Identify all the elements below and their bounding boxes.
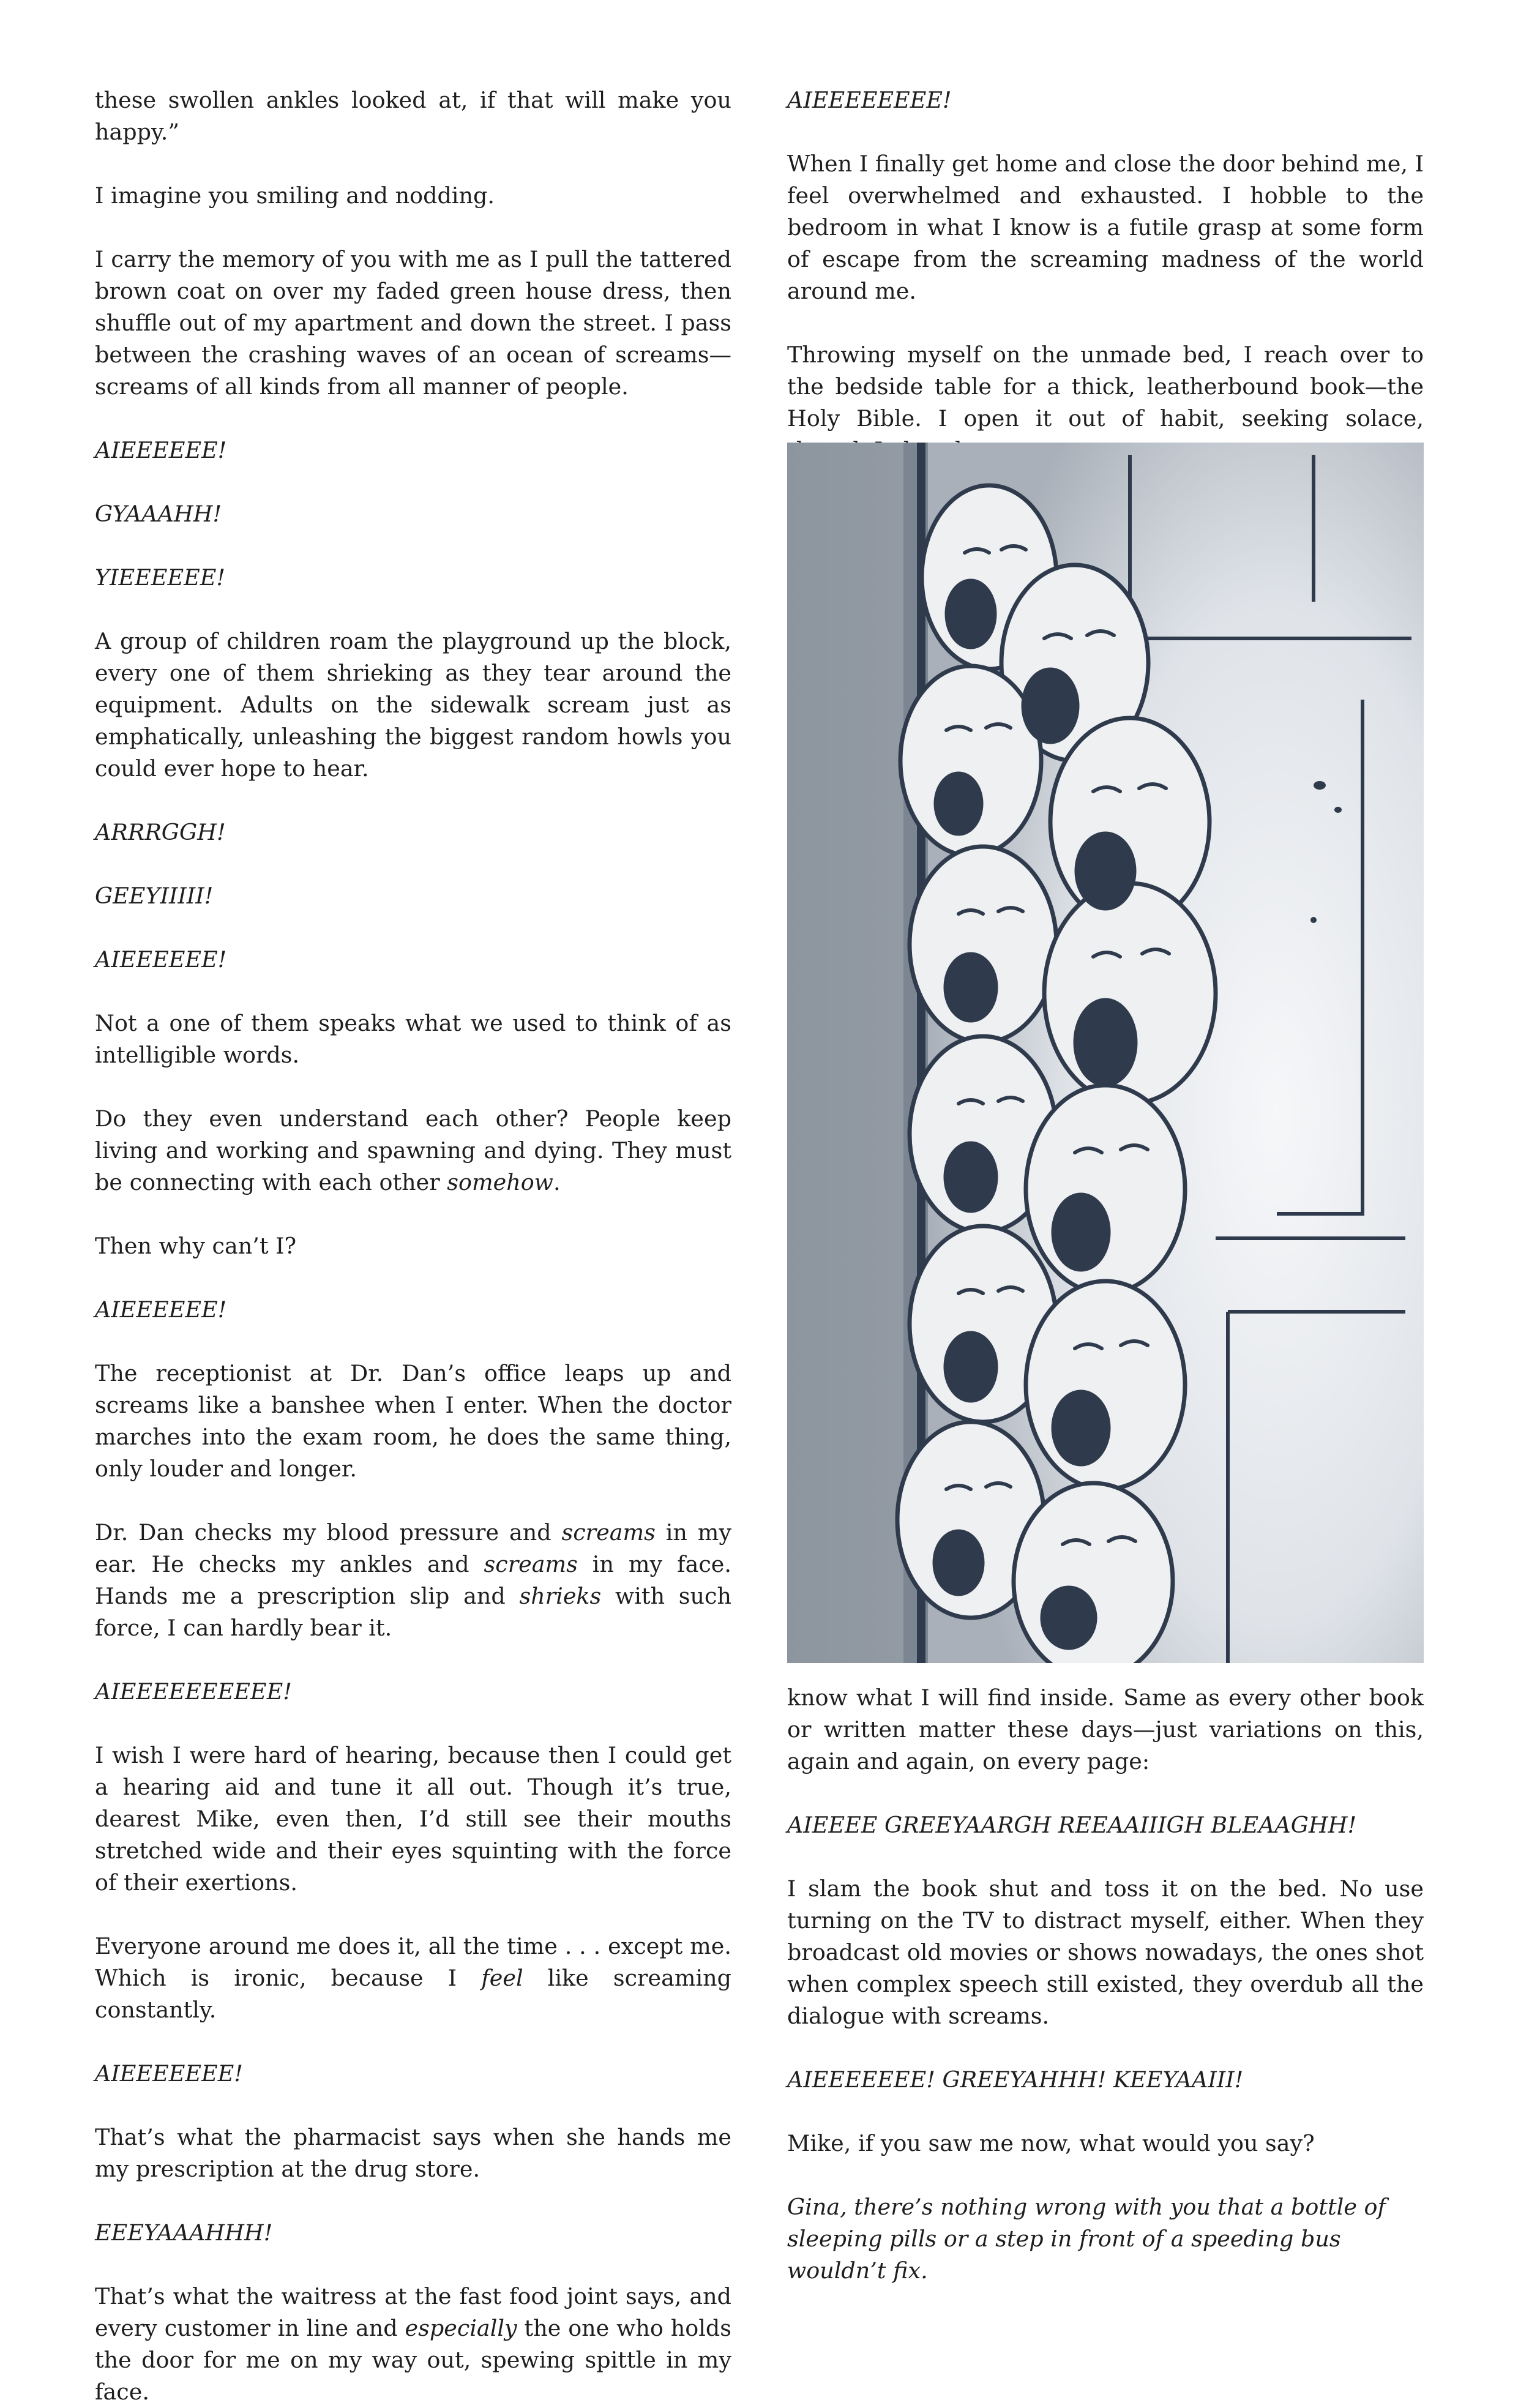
- text-run: the one who holds the door for me on my way out, spewing spittle in my face.: [95, 2315, 732, 2405]
- illustration-art: [787, 443, 1424, 1663]
- paragraph: [95, 1103, 731, 1198]
- paragraph: know what I will find inside. Same as every other book or written matter these days—just variations on this, again and again, on every page:: [787, 1684, 1424, 1774]
- right-text-column-bottom: [787, 1682, 1424, 2287]
- paragraph: I carry the memory of you with me as I pull the tattered brown coat on over my faded green house dress, then shuffle out of my apartment and down the street. I pass between the crashing waves of an ocean of screams—screams of all kinds from all manner of people.: [95, 246, 731, 400]
- scream-line: AIEEEEEEE!: [95, 2060, 243, 2087]
- right-text-column-top: [787, 84, 1424, 466]
- emphasis: feel: [481, 1965, 523, 1991]
- paragraph: Mike, if you saw me now, what would you say?: [787, 2130, 1315, 2156]
- scream-line: EEEYAAAHHH!: [95, 2219, 273, 2246]
- paragraph: When I finally get home and close the door behind me, I feel overwhelmed and exhausted. I hobble to the bedroom in what I know is a futile grasp at some form of escape from the screaming madness of the world around me.: [787, 151, 1424, 304]
- imagined-reply: Gina, there’s nothing wrong with you that a bottle of sleeping pills or a step in front of a speeding bus wouldn’t fix.: [787, 2194, 1386, 2284]
- scream-line: AIEEEEEEEE!: [787, 87, 952, 113]
- scream-line: AIEEEEEE!: [95, 946, 227, 973]
- text-run: .: [553, 1169, 561, 1195]
- paragraph: I slam the book shut and toss it on the bed. No use turning on the TV to distract myself, either. When they broadcast old movies or shows nowadays, the ones shot when complex speech still existed, they overdub all the dialogue with screams.: [787, 1875, 1424, 2029]
- text-run: like screaming constantly.: [95, 1965, 731, 2023]
- scream-line: GEEYIIIII!: [95, 883, 214, 909]
- paragraph: A group of children roam the playground up the block, every one of them shrieking as they tear around the equipment. Adults on the sidewalk scream just as emphatically, unleashing the biggest random howls you could ever hope to hear.: [95, 628, 731, 782]
- scream-line: AIEEEEEE!: [95, 1296, 227, 1323]
- left-text-column: [95, 84, 731, 2408]
- text-run: with such force, I can hardly bear it.: [95, 1583, 731, 1641]
- emphasis: somehow: [447, 1169, 553, 1195]
- text-run: Dr. Dan checks my blood pressure and: [95, 1519, 562, 1546]
- scream-line: AIEEEEEEE! GREEYAHHH! KEEYAAIII!: [787, 2066, 1244, 2093]
- scream-line: AIEEEEEEEEEE!: [95, 1678, 292, 1705]
- paragraph: [95, 2281, 731, 2408]
- paragraph: [95, 1931, 731, 2026]
- scream-line: ARRRGGH!: [95, 819, 226, 845]
- scream-line: YIEEEEEE!: [95, 564, 226, 591]
- scream-line: AIEEEEEE!: [95, 437, 227, 463]
- text-run: That’s what the waitress at the fast food joint says, and every customer in line and: [95, 2283, 731, 2341]
- emphasis: especially: [405, 2315, 517, 2341]
- emphasis: screams: [484, 1551, 578, 1577]
- paragraph: I imagine you smiling and nodding.: [95, 182, 495, 209]
- scream-line: AIEEEE GREEYAARGH REEAAIIIGH BLEAAGHH!: [787, 1812, 1357, 1838]
- emphasis: screams: [561, 1519, 656, 1546]
- paragraph: Not a one of them speaks what we used to think of as intelligible words.: [95, 1010, 731, 1068]
- paragraph: The receptionist at Dr. Dan’s office leaps up and screams like a banshee when I enter. When the doctor marches into the exam room, he does the same thing, only louder and longer.: [95, 1360, 731, 1482]
- paragraph: Throwing myself on the unmade bed, I reach over to the bedside table for a thick, leatherbound book—the Holy Bible. I open it out of habit, seeking solace,: [787, 342, 1424, 432]
- screaming-crowd-illustration: [787, 443, 1424, 1663]
- paragraph: these swollen ankles looked at, if that will make you happy.”: [95, 87, 731, 145]
- text-run: Do they even understand each other? People keep living and working and spawning and dying. They must be connecting with each other: [95, 1105, 731, 1195]
- paragraph: I wish I were hard of hearing, because then I could get a hearing aid and tune it all out. Though it’s true, dearest Mike, even then, I’d still see their mouths stretched wide and their eyes squinting with the force of their exertions.: [95, 1742, 731, 1896]
- text-run: in my face. Hands me a prescription slip and: [95, 1551, 732, 1609]
- text-run: in my ear. He checks my ankles and: [95, 1519, 732, 1577]
- scream-line: GYAAAHH!: [95, 501, 222, 527]
- emphasis: shrieks: [519, 1583, 602, 1609]
- paragraph: [95, 1517, 731, 1644]
- paragraph: That’s what the pharmacist says when she hands me my prescription at the drug store.: [95, 2124, 731, 2182]
- paragraph: Then why can’t I?: [95, 1233, 297, 1259]
- text-run: Everyone around me does it, all the time . . . except me. Which is ironic, because I: [95, 1933, 731, 1991]
